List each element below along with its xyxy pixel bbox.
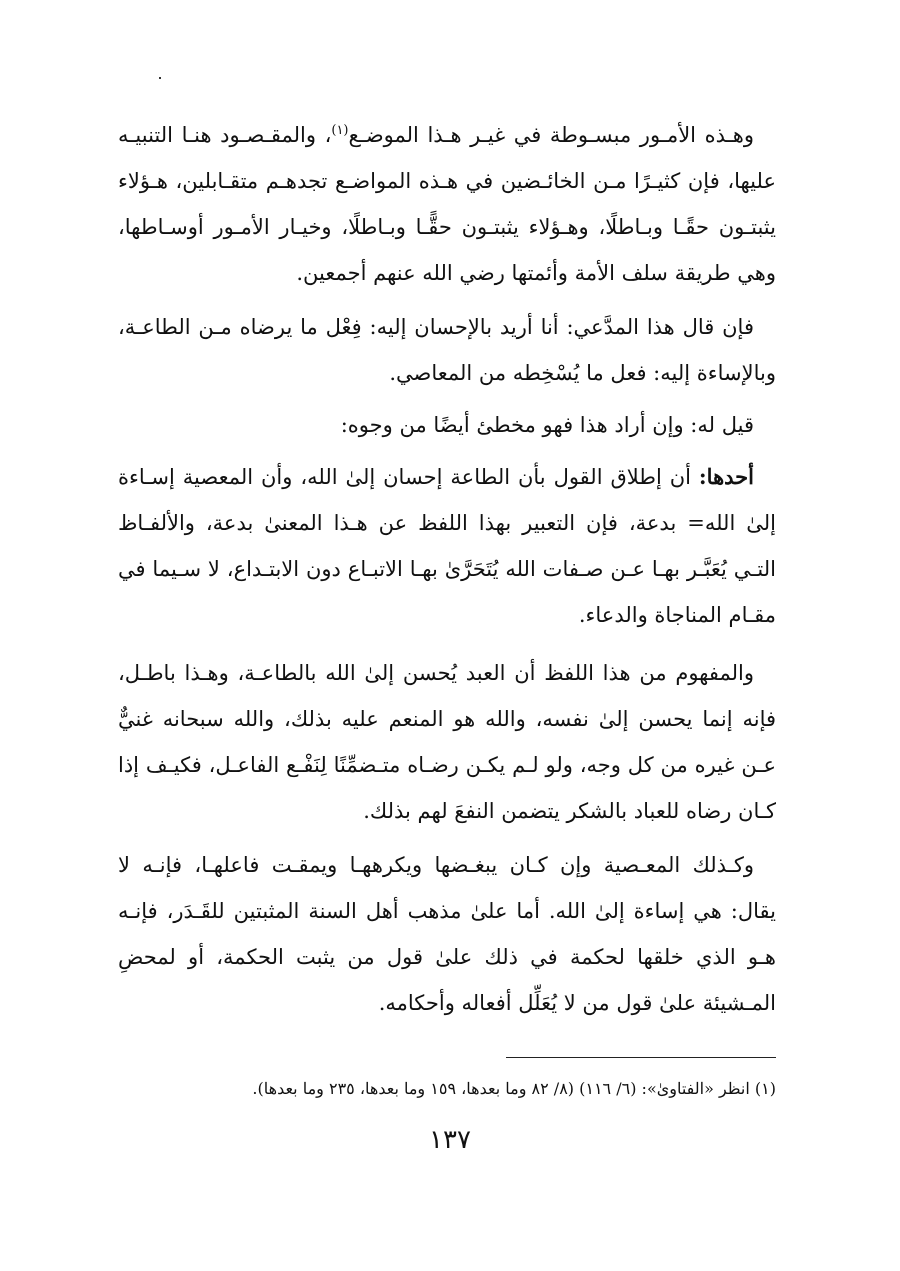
paragraph-3 bbox=[118, 402, 776, 448]
paragraph-4 bbox=[118, 454, 776, 638]
paragraph-1-text bbox=[118, 112, 776, 296]
paragraph-5 bbox=[118, 650, 776, 834]
page-number: ١٣٧ bbox=[429, 1125, 471, 1155]
paragraph-4-lead: أحدها: bbox=[698, 464, 754, 489]
paragraph-5-text: والمفهوم من هذا اللفظ أن العبد يُحسن إلىٰ الله بالطاعـة، وهـذا باطـل، فإنه إنما يحسن إلىٰ نفسه، والله هو المنعم عليه بذلك، والله سبحانه غنيٌّ عـن غيره من كل وجه، ولو لـم يكـن رضـاه متـضمِّنًا لِنَفْـع الفاعـل، فكيـف إذا كـان رضاه للعباد بالشكر يتضمن النفعَ لهم بذلك. bbox=[118, 661, 776, 823]
paragraph-6-text: وكـذلك المعـصية وإن كـان يبغـضها ويكرههـا ويمقـت فاعلهـا، فإنـه لا يقال: هي إساءة إلىٰ الله. أما علىٰ مذهب أهل السنة المثبتين للقَـدَر، فإنـه هـو الذي خلقها لحكمة في ذلك علىٰ قول من يثبت الحكمة، أو لمحضِ المـشيئة علىٰ قول من لا يُعَلِّل أفعاله وأحكامه. bbox=[118, 853, 776, 1015]
paragraph-2 bbox=[118, 304, 776, 396]
paragraph-3-text: قيل له: وإن أراد هذا فهو مخطئ أيضًا من وجوه: bbox=[340, 413, 754, 437]
printing-mark bbox=[159, 77, 161, 79]
paragraph-1-start: وهـذه الأمـور مبسـوطة في غيـر هـذا الموضـع bbox=[348, 123, 754, 147]
footnote-reference[interactable]: (١) bbox=[331, 123, 349, 138]
paragraph-1-rest: ، والمقـصـود هنـا التنبيـه عليها، فإن كثيـرًا مـن الخائـضين في هـذه المواضـع تجدهـم متقـابلين، هـؤلاء يثبتـون حقًـا وبـاطلًا، وهـؤلاء يثبتـون حقًّـا وبـاطلًا، وخيـار الأمـور أوسـاطها، وهي طريقة سلف الأمة وأئمتها رضي الله عنهم أجمعين. bbox=[118, 123, 776, 285]
footnote-separator bbox=[506, 1057, 776, 1058]
paragraph-1 bbox=[118, 112, 776, 296]
footnote: (١) انظر «الفتاوىٰ»: (٦/ ١١٦) (٨/ ٨٢ وما بعدها، ١٥٩ وما بعدها، ٢٣٥ وما بعدها). bbox=[252, 1079, 776, 1098]
paragraph-2-text: فإن قال هذا المدَّعي: أنا أريد بالإحسان إليه: فِعْل ما يرضاه مـن الطاعـة، وبالإساءة إليه: فعل ما يُسْخِطه من المعاصي. bbox=[118, 315, 776, 385]
paragraph-4-text: أن إطلاق القول بأن الطاعة إحسان إلىٰ الله، وأن المعصية إسـاءة إلىٰ الله= بدعة، فإن التعبير بهذا اللفظ عن هـذا المعنىٰ بدعة، والألفـاظ التـي يُعَبَّـر بهـا عـن صـفات الله يُتَحَرَّىٰ بهـا الاتبـاع دون الابتـداع، لا سـيما في مقـام المناجاة والدعاء. bbox=[118, 465, 776, 627]
paragraph-6 bbox=[118, 842, 776, 1026]
